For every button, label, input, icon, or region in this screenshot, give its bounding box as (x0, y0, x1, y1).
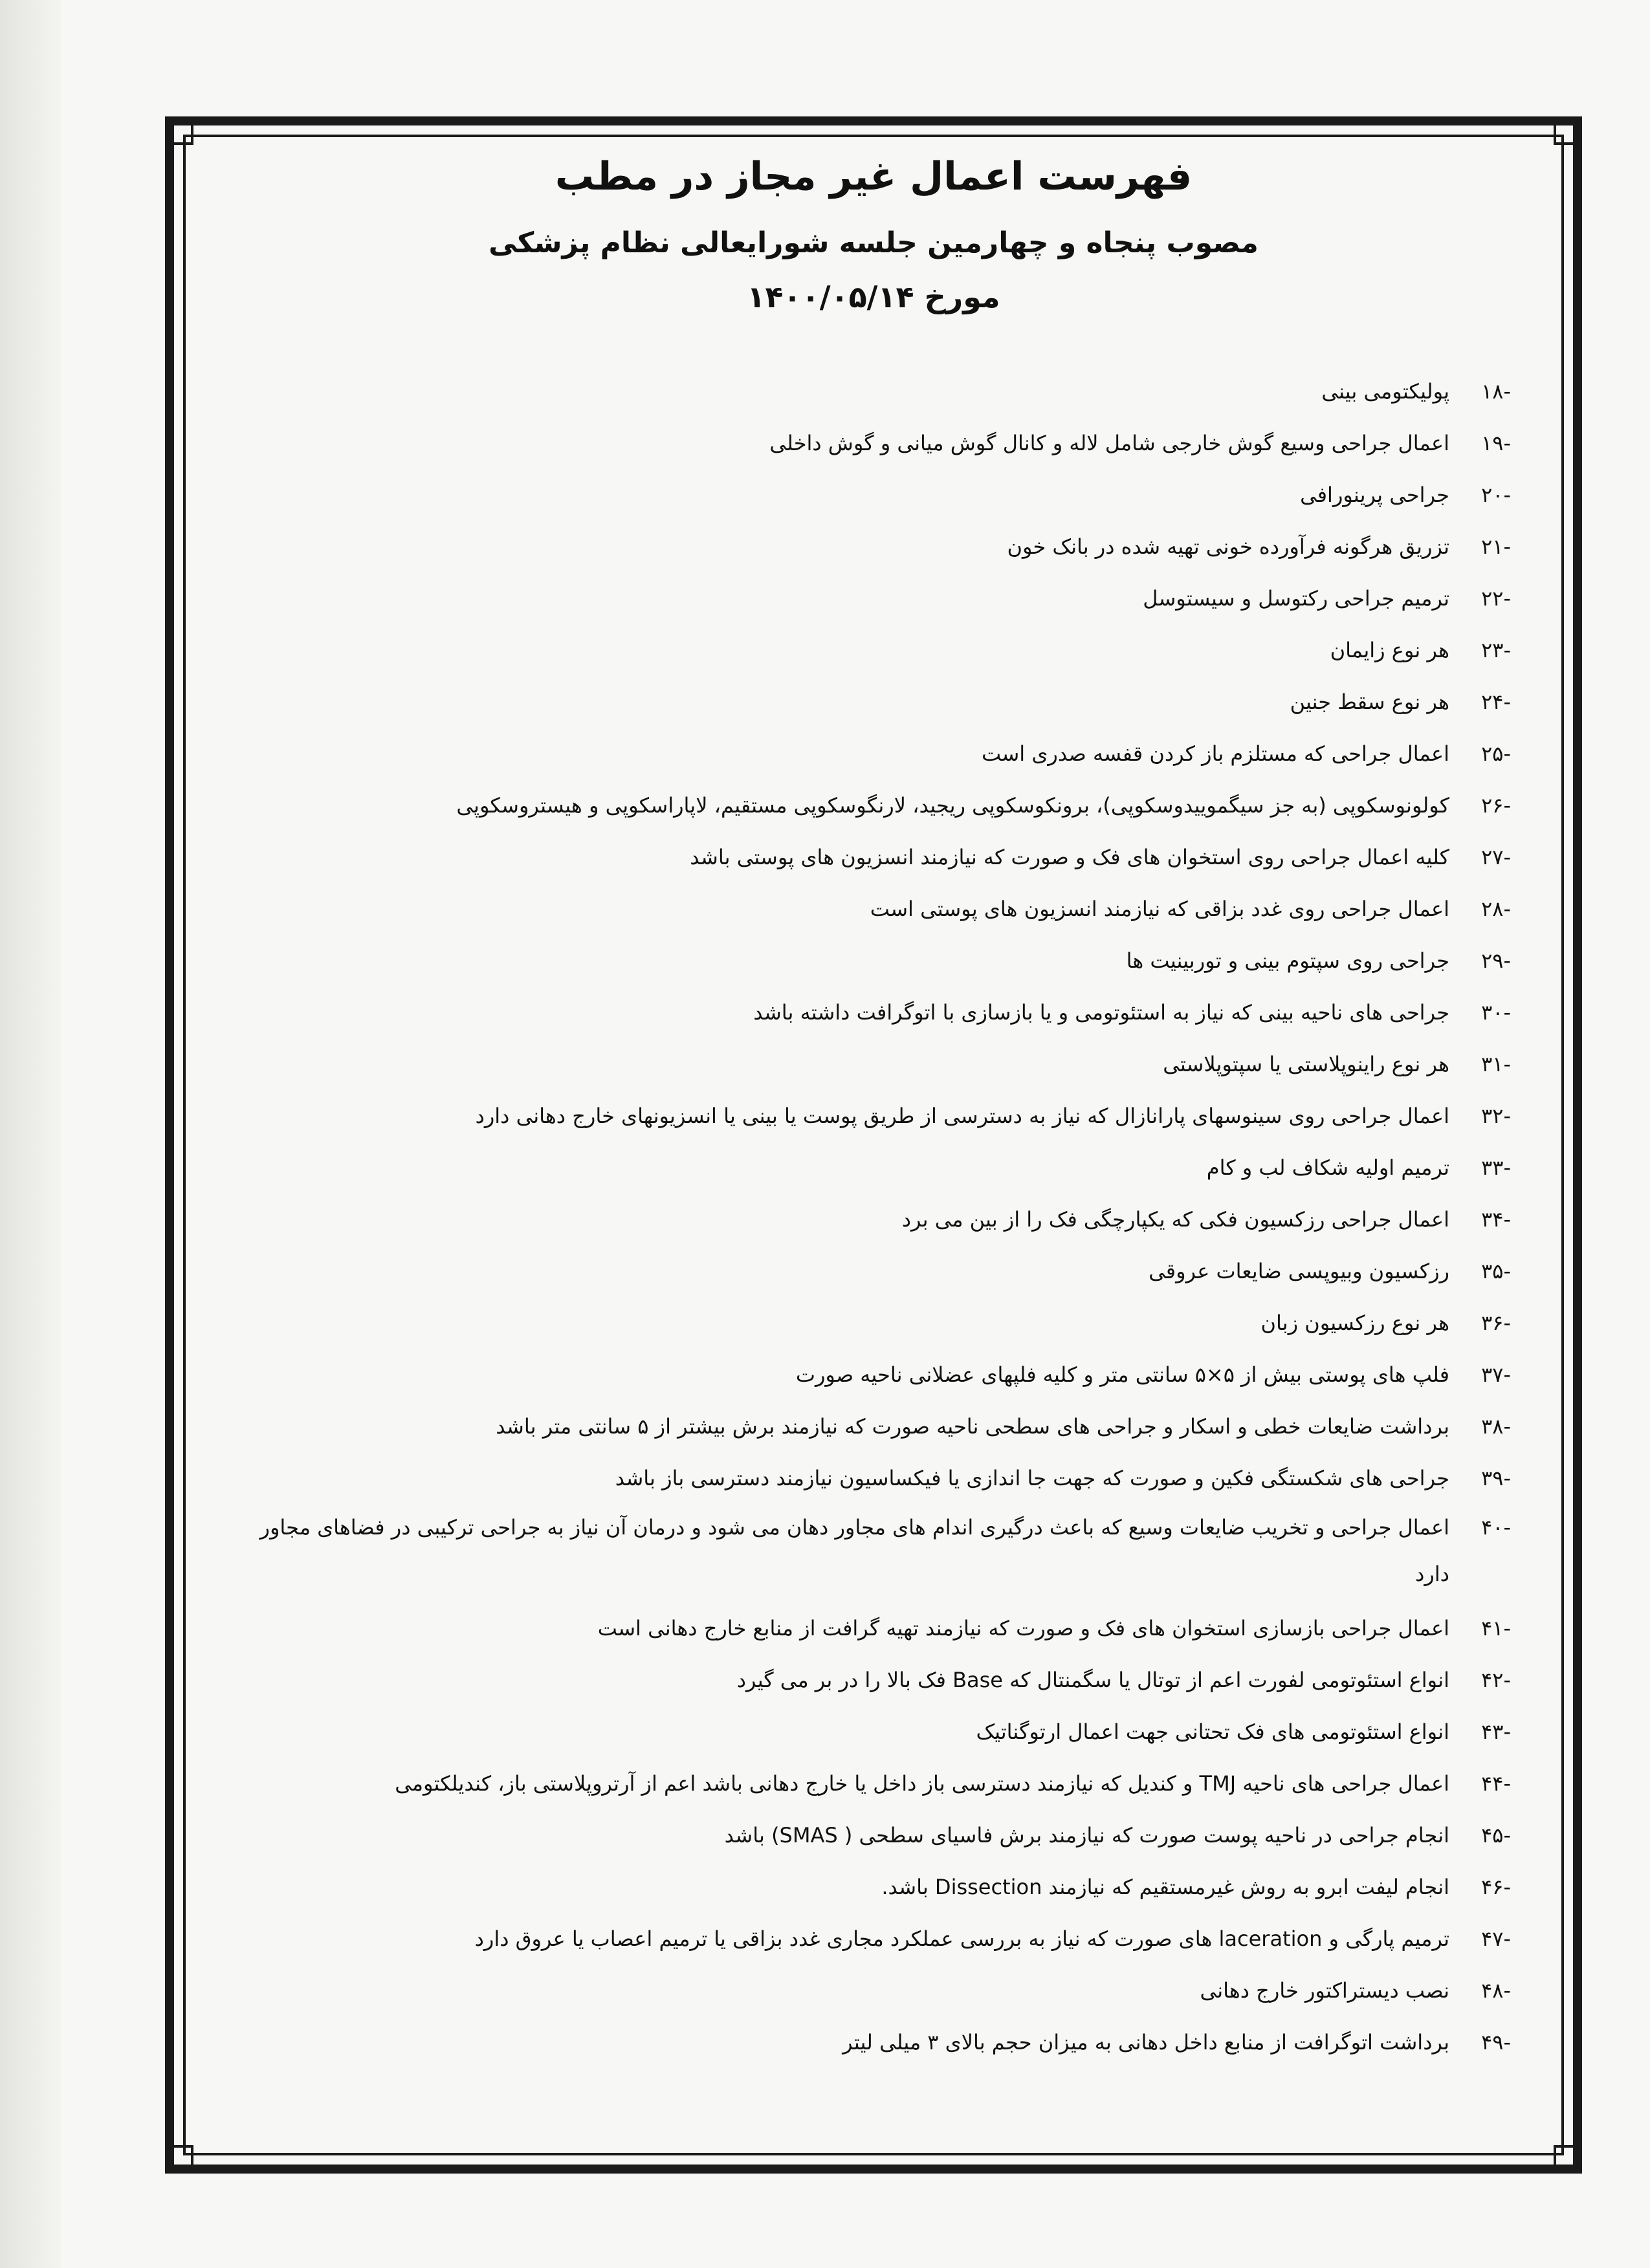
list-item (239, 676, 1511, 728)
page-title: فهرست اعمال غیر مجاز در مطب (555, 154, 1193, 199)
item-number: -۲۵ (1481, 741, 1511, 766)
item-text: هر نوع راینوپلاستی یا سپتوپلاستی (1163, 1052, 1449, 1076)
list-item (239, 521, 1511, 572)
item-text: اعمال جراحی های ناحیه TMJ و کندیل که نیازمند دسترسی باز داخل یا خارج دهانی باشد اعم از آرتروپلاستی باز، کندیلکتومی (395, 1771, 1449, 1796)
item-text: جراحی های شکستگی فکین و صورت که جهت جا اندازی یا فیکساسیون نیازمند دسترسی باز باشد (615, 1466, 1449, 1490)
item-text: اعمال جراحی که مستلزم باز کردن قفسه صدری است (982, 741, 1449, 766)
list-item (239, 1142, 1511, 1194)
item-text: پولیکتومی بینی (1321, 379, 1449, 404)
item-number: -۳۰ (1481, 1000, 1511, 1025)
item-text: رزکسیون وبیوپسی ضایعات عروقی (1149, 1259, 1449, 1283)
item-text: کولونوسکوپی (به جز سیگموییدوسکوپی)، برونکوسکوپی ریجید، لارنگوسکوپی مستقیم، لاپاراسکوپی و هیستروسکوپی (456, 793, 1449, 818)
item-text: نصب دیستراکتور خارج دهانی (1200, 1978, 1449, 2003)
item-text: اعمال جراحی روی سینوسهای پارانازال که نیاز به دسترسی از طریق پوست یا بینی یا انسزیونهای خارج دهانی دارد (475, 1104, 1449, 1128)
item-number: -۴۳ (1481, 1719, 1511, 1744)
item-number: -۳۴ (1481, 1207, 1511, 1232)
item-text: اعمال جراحی وسیع گوش خارجی شامل لاله و کانال گوش میانی و گوش داخلی (769, 431, 1449, 455)
item-number: -۲۹ (1481, 948, 1511, 973)
item-number: -۳۱ (1481, 1052, 1511, 1076)
item-number: -۳۸ (1481, 1414, 1511, 1439)
item-number: -۱۸ (1481, 379, 1511, 404)
list-item (239, 1602, 1511, 1654)
item-number: -۲۳ (1481, 638, 1511, 662)
list-item (239, 469, 1511, 521)
item-text: فلپ های پوستی بیش از ۵×۵ سانتی متر و کلیه فلپهای عضلانی ناحیه صورت (795, 1362, 1449, 1387)
list-item (239, 1809, 1511, 1861)
list-item (239, 1297, 1511, 1349)
item-text: جراحی های ناحیه بینی که نیاز به استئوتومی و یا بازسازی با اتوگرافت داشته باشد (753, 1000, 1449, 1025)
list-item (239, 1758, 1511, 1809)
item-text: ترمیم جراحی رکتوسل و سیستوسل (1143, 586, 1449, 611)
item-text: اعمال جراحی روی غدد بزاقی که نیازمند انسزیون های پوستی است (870, 897, 1449, 921)
list-item (239, 2016, 1511, 2068)
item-text: کلیه اعمال جراحی روی استخوان های فک و صورت که نیازمند انسزیون های پوستی باشد (690, 845, 1449, 869)
item-number: -۴۲ (1481, 1668, 1511, 1692)
item-number: -۲۲ (1481, 586, 1511, 611)
item-text: هر نوع سقط جنین (1290, 690, 1449, 714)
approval-date: مورخ ۱۴۰۰/۰۵/۱۴ (747, 279, 1000, 314)
item-number: -۳۹ (1481, 1466, 1511, 1490)
list-item (239, 883, 1511, 935)
list-item (239, 1504, 1511, 1597)
item-text: برداشت ضایعات خطی و اسکار و جراحی های سطحی ناحیه صورت که نیازمند برش بیشتر از ۵ سانتی متر باشد (496, 1414, 1449, 1439)
item-text: ترمیم پارگی و laceration های صورت که نیاز به بررسی عملکرد مجاری غدد بزاقی یا ترمیم اعصاب یا عروق دارد (474, 1926, 1449, 1951)
border-corner-bottom-left (165, 2145, 193, 2174)
list-item (239, 365, 1511, 417)
item-text: اعمال جراحی بازسازی استخوان های فک و صورت که نیازمند تهیه گرافت از منابع خارج دهانی است (597, 1616, 1449, 1641)
item-number: -۳۳ (1481, 1155, 1511, 1180)
item-number: -۲۱ (1481, 534, 1511, 559)
prohibited-procedures-list (239, 365, 1511, 2068)
list-item (239, 417, 1511, 469)
list-item (239, 1090, 1511, 1142)
item-text: ترمیم اولیه شکاف لب و کام (1206, 1155, 1449, 1180)
page-subtitle: مصوب پنجاه و چهارمین جلسه شورایعالی نظام پزشکی (489, 226, 1259, 259)
item-number: -۴۸ (1481, 1978, 1511, 2003)
list-item (239, 1861, 1511, 1913)
item-text: انجام جراحی در ناحیه پوست صورت که نیازمند برش فاسیای سطحی ( SMAS) باشد (724, 1823, 1449, 1848)
list-item (239, 935, 1511, 987)
list-item (239, 572, 1511, 624)
list-item (239, 1349, 1511, 1401)
item-text: تزریق هرگونه فرآورده خونی تهیه شده در بانک خون (1007, 534, 1449, 559)
item-text: اعمال جراحی رزکسیون فکی که یکپارچگی فک را از بین می برد (901, 1207, 1449, 1232)
item-number: -۳۷ (1481, 1362, 1511, 1387)
item-number: -۳۶ (1481, 1311, 1511, 1335)
list-item (239, 780, 1511, 831)
list-item (239, 1401, 1511, 1452)
item-text: انواع استئوتومی لفورت اعم از توتال یا سگمنتال که Base فک بالا را در بر می گیرد (736, 1668, 1449, 1692)
item-number: -۳۵ (1481, 1259, 1511, 1283)
item-number: -۴۴ (1481, 1771, 1511, 1796)
item-number: -۲۶ (1481, 793, 1511, 818)
item-number: -۲۴ (1481, 690, 1511, 714)
border-corner-bottom-right (1554, 2145, 1582, 2174)
item-text: اعمال جراحی و تخریب ضایعات وسیع که باعث درگیری اندام های مجاور دهان می شود و درمان آن نیاز به جراحی ترکیبی در فضاهای مجاور دارد (259, 1515, 1449, 1586)
item-number: -۴۹ (1481, 2030, 1511, 2055)
list-item (239, 987, 1511, 1038)
list-item (239, 1245, 1511, 1297)
item-number: -۴۶ (1481, 1875, 1511, 1899)
list-item (239, 1654, 1511, 1706)
list-item (239, 1965, 1511, 2016)
list-item (239, 831, 1511, 883)
border-corner-top-left (165, 116, 193, 145)
item-text: جراحی پرینورافی (1300, 483, 1449, 507)
list-item (239, 728, 1511, 780)
item-text: انجام لیفت ابرو به روش غیرمستقیم که نیازمند Dissection باشد. (881, 1875, 1449, 1899)
item-number: -۳۲ (1481, 1104, 1511, 1128)
item-number: -۴۰ (1481, 1515, 1511, 1540)
item-number: -۲۰ (1481, 483, 1511, 507)
item-text: هر نوع زایمان (1330, 638, 1449, 662)
item-number: -۴۷ (1481, 1926, 1511, 1951)
item-text: برداشت اتوگرافت از منابع داخل دهانی به میزان حجم بالای ۳ میلی لیتر (842, 2030, 1449, 2055)
item-number: -۴۵ (1481, 1823, 1511, 1848)
item-number: -۲۷ (1481, 845, 1511, 869)
scan-edge-shadow (0, 0, 61, 2268)
item-text: انواع استئوتومی های فک تحتانی جهت اعمال ارتوگناتیک (976, 1719, 1449, 1744)
border-corner-top-right (1554, 116, 1582, 145)
list-item (239, 1706, 1511, 1758)
list-item (239, 624, 1511, 676)
list-item (239, 1038, 1511, 1090)
list-item (239, 1913, 1511, 1965)
list-item (239, 1452, 1511, 1504)
item-number: -۲۸ (1481, 897, 1511, 921)
list-item (239, 1194, 1511, 1245)
item-number: -۱۹ (1481, 431, 1511, 455)
item-text: جراحی روی سپتوم بینی و توربینیت ها (1126, 948, 1449, 973)
item-text: هر نوع رزکسیون زبان (1260, 1311, 1449, 1335)
item-number: -۴۱ (1481, 1616, 1511, 1641)
